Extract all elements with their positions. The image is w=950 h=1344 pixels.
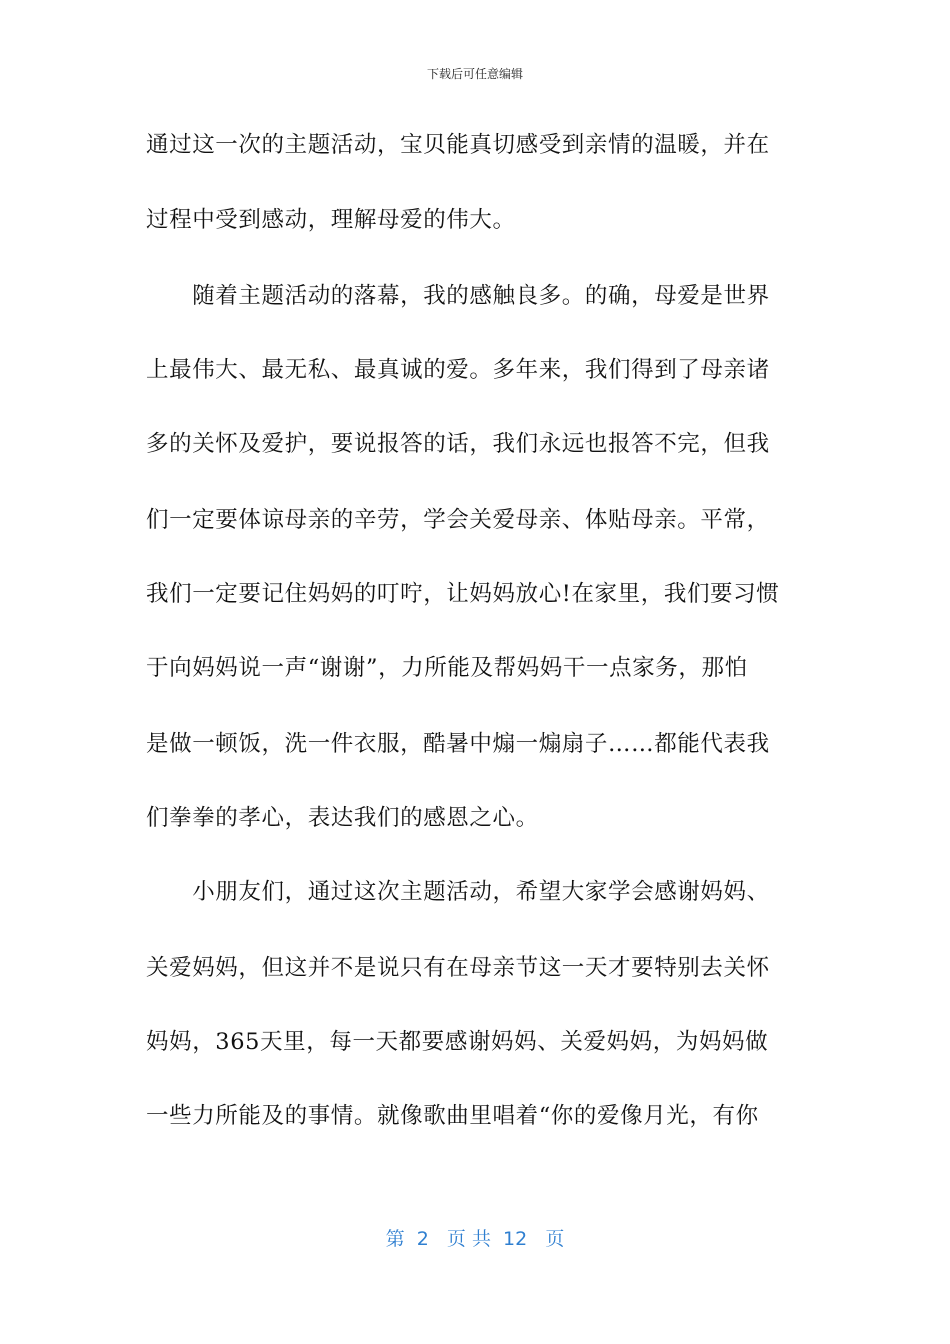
body-line: 通过这一次的主题活动，宝贝能真切感受到亲情的温暖，并在: [146, 132, 770, 158]
body-line: 过程中受到感动，理解母爱的伟大。: [146, 207, 516, 233]
body-line: 们一定要体谅母亲的辛劳，学会关爱母亲、体贴母亲。平常，: [146, 507, 770, 533]
body-line: 我们一定要记住妈妈的叮咛，让妈妈放心!在家里，我们要习惯: [146, 581, 780, 607]
page-number-footer: 第 2 页 共 12 页: [385, 1228, 565, 1250]
page-header: 下载后可任意编辑: [426, 67, 523, 81]
body-line: 随着主题活动的落幕，我的感触良多。的确，母爱是世界: [146, 283, 770, 309]
body-line: 小朋友们，通过这次主题活动，希望大家学会感谢妈妈、: [146, 879, 770, 905]
body-line: 关爱妈妈，但这并不是说只有在母亲节这一天才要特别去关怀: [146, 955, 770, 981]
body-line: 们拳拳的孝心，表达我们的感恩之心。: [146, 805, 539, 831]
body-line: 于向妈妈说一声“谢谢”，力所能及帮妈妈干一点家务，那怕: [146, 655, 748, 681]
body-line: 上最伟大、最无私、最真诚的爱。多年来，我们得到了母亲诸: [146, 357, 770, 383]
body-line: 是做一顿饭，洗一件衣服，酷暑中煽一煽扇子……都能代表我: [146, 731, 770, 757]
body-line: 多的关怀及爱护，要说报答的话，我们永远也报答不完，但我: [146, 431, 770, 457]
body-line: 一些力所能及的事情。就像歌曲里唱着“你的爱像月光，有你: [146, 1103, 759, 1129]
body-line: 妈妈，365天里，每一天都要感谢妈妈、关爱妈妈，为妈妈做: [146, 1029, 769, 1055]
